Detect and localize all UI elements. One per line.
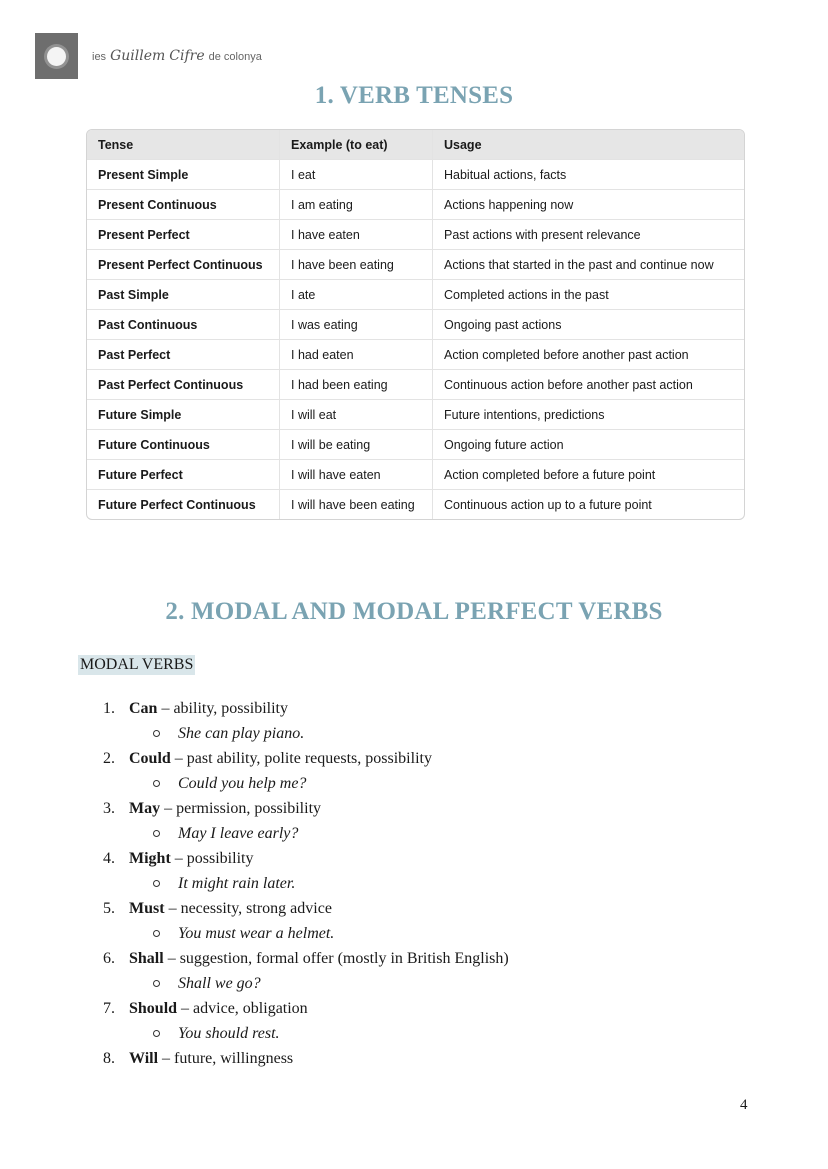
list-item <box>103 846 509 871</box>
circle-bullet-icon <box>153 980 160 987</box>
usage-cell: Ongoing past actions <box>433 310 745 340</box>
modal-description: – suggestion, formal offer (mostly in British English) <box>167 949 509 967</box>
section-title-modal-verbs: 2. MODAL AND MODAL PERFECT VERBS <box>165 598 663 625</box>
example-item <box>103 871 509 896</box>
example-item <box>103 971 509 996</box>
modal-verb: May <box>129 799 161 817</box>
usage-cell: Past actions with present relevance <box>433 220 745 250</box>
table-row <box>87 400 744 430</box>
list-number: 2. <box>103 749 115 767</box>
list-number: 1. <box>103 699 115 717</box>
table-row <box>87 460 744 490</box>
table-row <box>87 370 744 400</box>
list-item <box>103 996 509 1021</box>
modal-verbs-list <box>103 696 509 1071</box>
usage-cell: Actions happening now <box>433 190 745 220</box>
logo-text <box>92 48 262 64</box>
example-cell: I have eaten <box>280 220 433 250</box>
example-sentence: Shall we go? <box>178 974 261 992</box>
circle-bullet-icon <box>153 780 160 787</box>
table-row <box>87 430 744 460</box>
list-item <box>103 1046 509 1071</box>
modal-verb: Can <box>129 699 158 717</box>
example-cell: I had eaten <box>280 340 433 370</box>
tense-cell: Future Perfect <box>87 460 280 490</box>
example-cell: I eat <box>280 160 433 190</box>
list-number: 8. <box>103 1049 115 1067</box>
tense-cell: Past Perfect Continuous <box>87 370 280 400</box>
table-row <box>87 160 744 190</box>
example-item <box>103 771 509 796</box>
modal-description: – ability, possibility <box>161 699 288 717</box>
tense-cell: Present Perfect <box>87 220 280 250</box>
list-item <box>103 746 509 771</box>
example-cell: I was eating <box>280 310 433 340</box>
tense-cell: Future Simple <box>87 400 280 430</box>
example-item <box>103 1021 509 1046</box>
logo-script-1: Guillem <box>110 48 166 64</box>
column-header: Example (to eat) <box>280 130 433 160</box>
usage-cell: Habitual actions, facts <box>433 160 745 190</box>
list-item <box>103 796 509 821</box>
example-sentence: She can play piano. <box>178 724 305 742</box>
column-header: Tense <box>87 130 280 160</box>
list-number: 7. <box>103 999 115 1017</box>
modal-description: – future, willingness <box>162 1049 294 1067</box>
list-item <box>103 696 509 721</box>
modal-verb: Will <box>129 1049 159 1067</box>
example-cell: I ate <box>280 280 433 310</box>
circle-bullet-icon <box>153 880 160 887</box>
example-item <box>103 821 509 846</box>
example-cell: I had been eating <box>280 370 433 400</box>
modal-verb: Should <box>129 999 178 1017</box>
modal-description: – necessity, strong advice <box>168 899 332 917</box>
modal-verb: Might <box>129 849 171 867</box>
list-item <box>103 896 509 921</box>
usage-cell: Continuous action up to a future point <box>444 497 652 512</box>
tense-cell: Future Continuous <box>87 430 280 460</box>
logo-mark <box>35 33 78 79</box>
school-logo <box>35 33 262 79</box>
circle-bullet-icon <box>153 730 160 737</box>
table-row <box>87 490 744 520</box>
usage-cell: Continuous action before another past action <box>433 370 745 400</box>
modal-description: – permission, possibility <box>164 799 322 817</box>
modal-verb: Could <box>129 749 171 767</box>
table-row <box>87 250 744 280</box>
example-sentence: It might rain later. <box>178 874 296 892</box>
modal-description: – past ability, polite requests, possibility <box>174 749 432 767</box>
example-cell: I will eat <box>280 400 433 430</box>
example-cell: I will be eating <box>280 430 433 460</box>
usage-cell: Action completed before another past action <box>433 340 745 370</box>
list-number: 5. <box>103 899 115 917</box>
table-header-row <box>87 130 744 160</box>
circle-bullet-icon <box>153 930 160 937</box>
tense-cell: Future Perfect Continuous <box>87 490 280 520</box>
table-row <box>87 280 744 310</box>
usage-cell: Actions that started in the past and continue now <box>433 250 745 280</box>
usage-cell: Action completed before a future point <box>433 460 745 490</box>
logo-prefix: ies <box>92 51 107 63</box>
modal-verb: Shall <box>129 949 164 967</box>
table-row <box>87 190 744 220</box>
modal-description: – advice, obligation <box>181 999 308 1017</box>
list-number: 4. <box>103 849 115 867</box>
tense-cell: Present Perfect Continuous <box>87 250 280 280</box>
circle-bullet-icon <box>153 1030 160 1037</box>
circle-bullet-icon <box>153 830 160 837</box>
example-sentence: Could you help me? <box>178 774 307 792</box>
list-number: 3. <box>103 799 115 817</box>
tense-cell: Past Simple <box>87 280 280 310</box>
page-number: 4 <box>740 1097 748 1113</box>
sun-icon <box>47 47 66 66</box>
list-number: 6. <box>103 949 115 967</box>
example-cell: I am eating <box>280 190 433 220</box>
column-header: Usage <box>433 130 745 160</box>
example-item <box>103 921 509 946</box>
tense-cell: Present Simple <box>87 160 280 190</box>
example-cell: I have been eating <box>280 250 433 280</box>
modal-description: – possibility <box>174 849 254 867</box>
example-item <box>103 721 509 746</box>
usage-cell: Future intentions, predictions <box>433 400 745 430</box>
list-item <box>103 946 509 971</box>
tense-cell: Present Continuous <box>87 190 280 220</box>
usage-cell: Ongoing future action <box>433 430 745 460</box>
example-sentence: May I leave early? <box>178 824 299 842</box>
logo-script-2: Cifre <box>169 48 205 64</box>
section-title-verb-tenses: 1. VERB TENSES <box>314 82 514 109</box>
example-sentence: You must wear a helmet. <box>178 924 335 942</box>
example-sentence: You should rest. <box>178 1024 280 1042</box>
verb-tenses-table <box>86 129 745 520</box>
modal-verb: Must <box>129 899 165 917</box>
modal-verbs-label: MODAL VERBS <box>80 656 194 673</box>
table-row <box>87 220 744 250</box>
example-cell: I will have been eating <box>280 490 433 520</box>
logo-suffix: de colonya <box>208 51 262 63</box>
tense-cell: Past Continuous <box>87 310 280 340</box>
example-cell: I will have eaten <box>280 460 433 490</box>
tense-cell: Past Perfect <box>87 340 280 370</box>
table-row <box>87 340 744 370</box>
table-row <box>87 310 744 340</box>
usage-cell: Completed actions in the past <box>433 280 745 310</box>
